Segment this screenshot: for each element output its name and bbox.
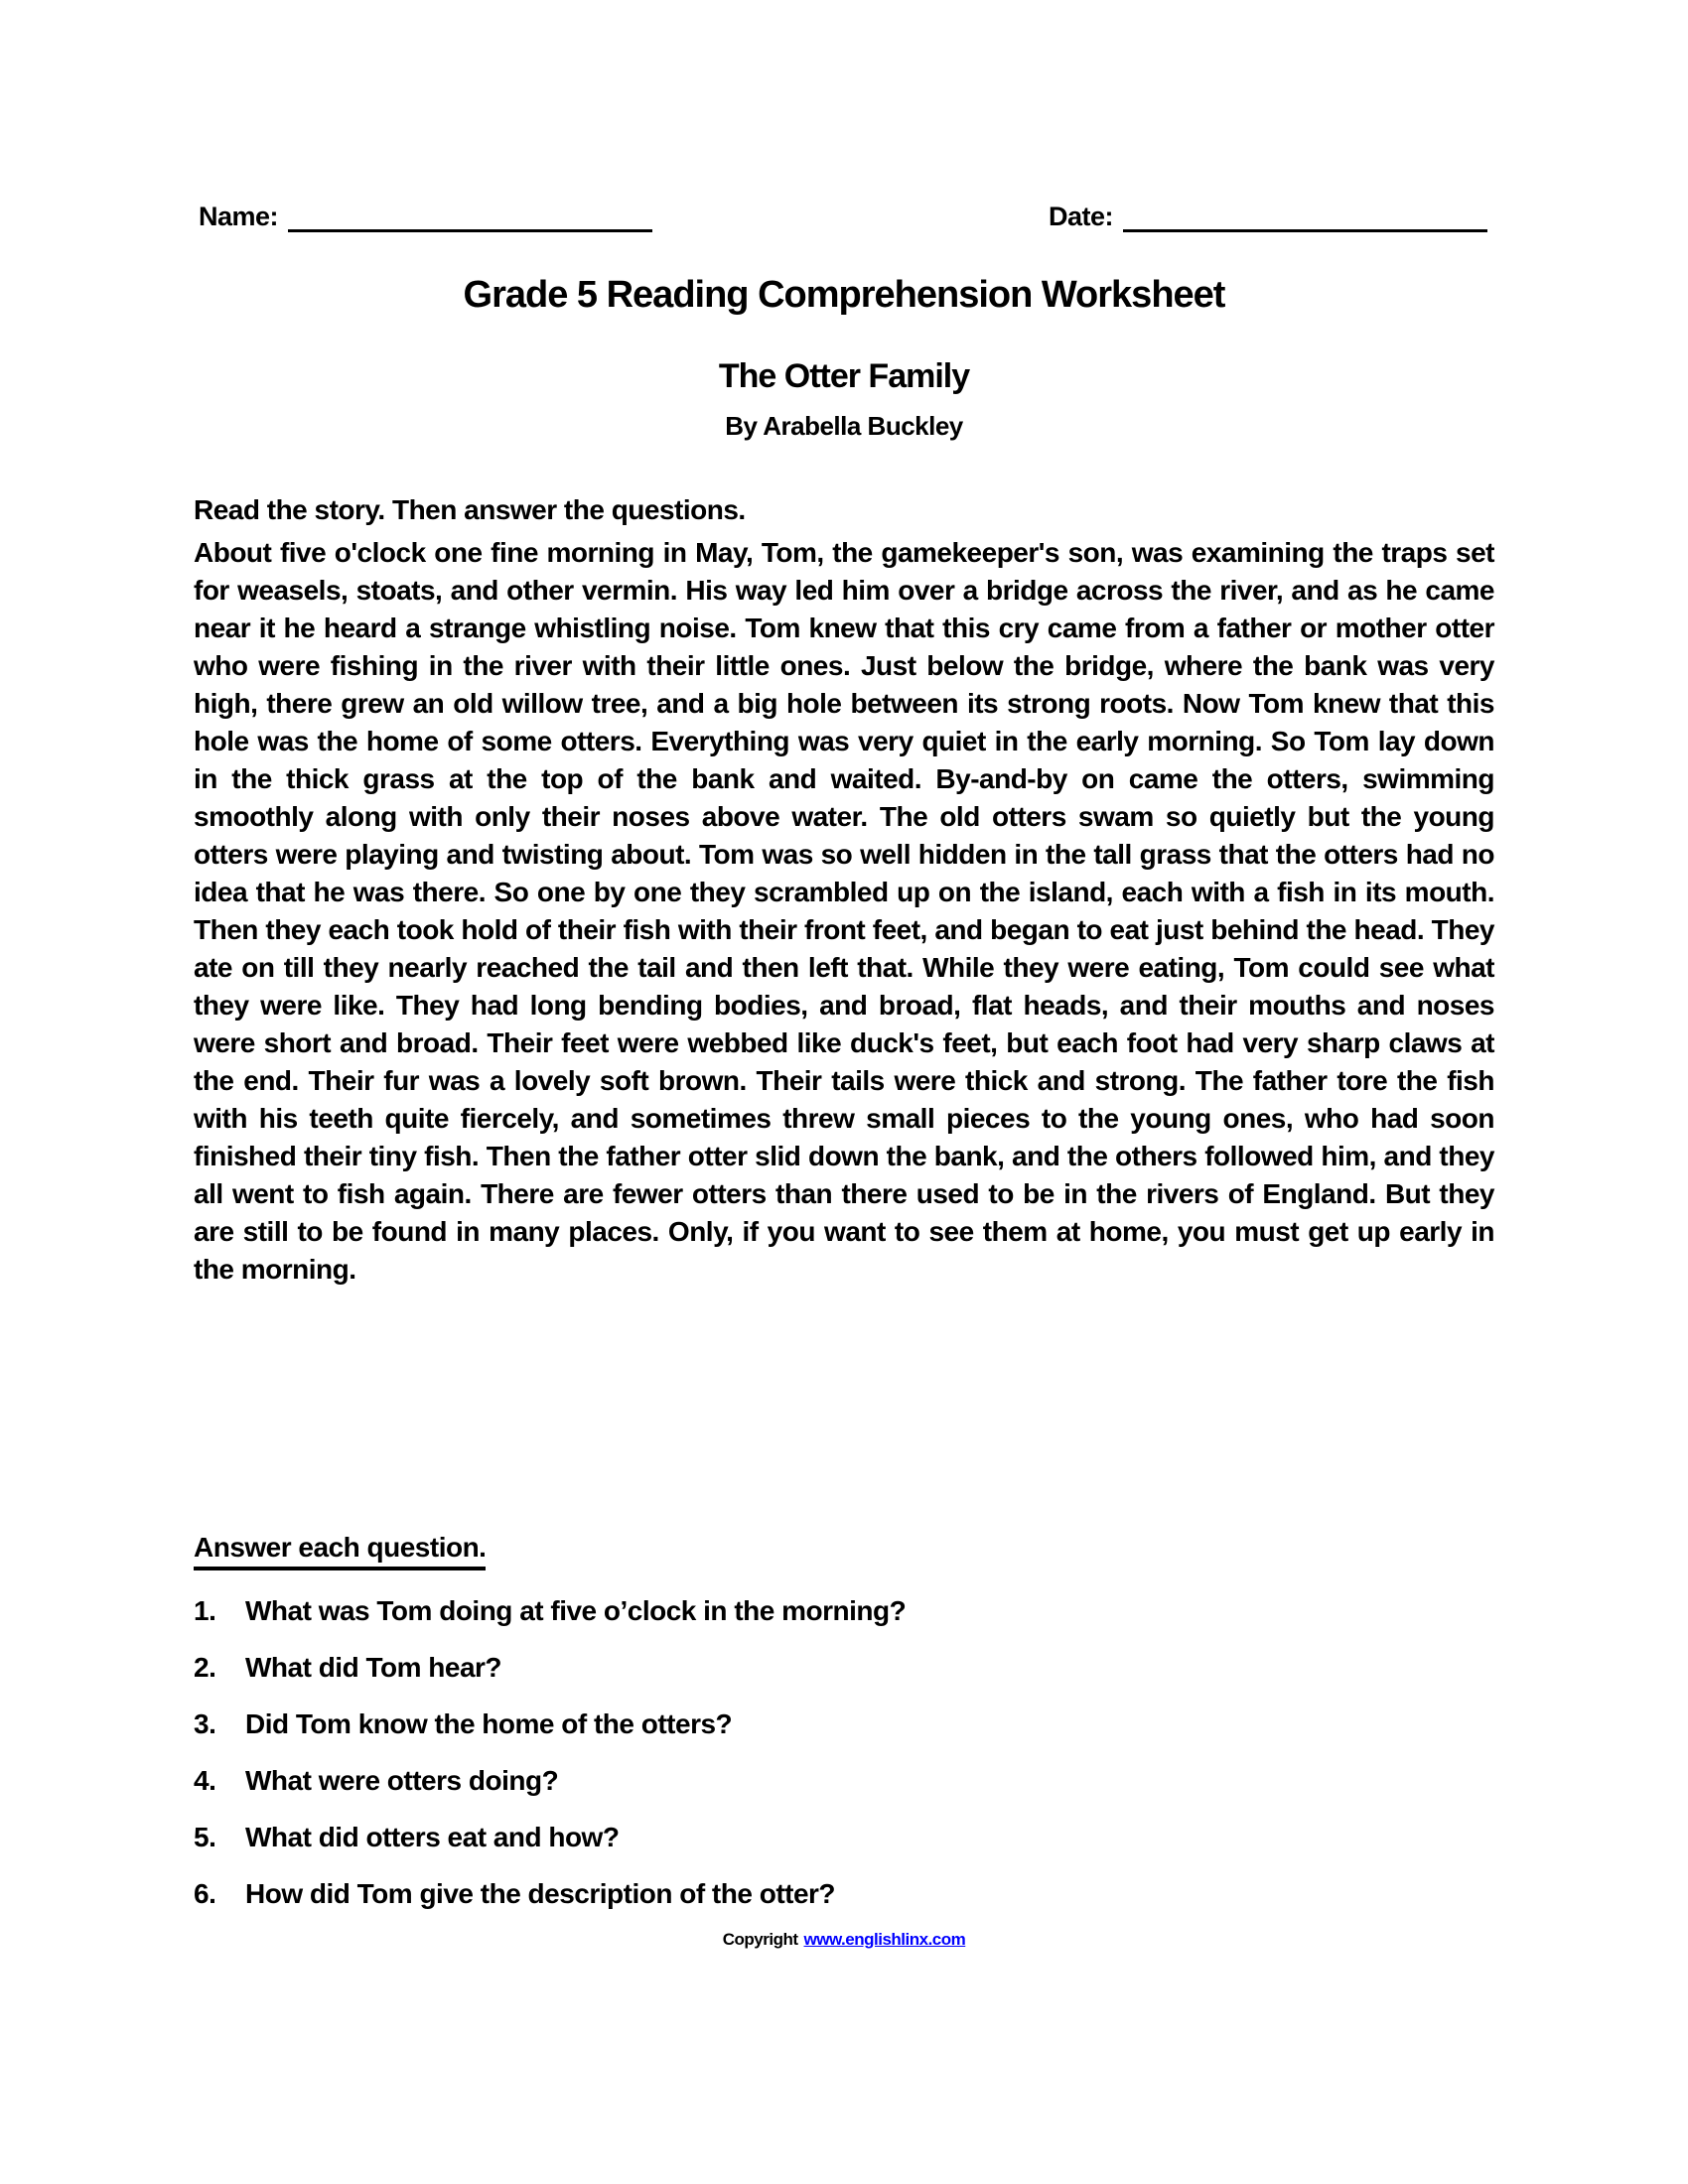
question-text: What was Tom doing at five o’clock in the morning? [245, 1595, 907, 1626]
question-text: Did Tom know the home of the otters? [245, 1708, 733, 1739]
question-number: 5. [194, 1822, 216, 1852]
date-blank-line [1123, 204, 1487, 232]
question-number: 1. [194, 1595, 216, 1626]
question-item [194, 1764, 1494, 1798]
page-title: Grade 5 Reading Comprehension Worksheet [463, 274, 1225, 316]
questions-list [194, 1594, 1494, 1934]
story-paragraph: About five o'clock one fine morning in May, Tom, the gamekeeper's son, was examining the traps set for weasels, stoats, and other vermin. His way led him over a bridge across the river, and as he came near it he heard a strange whistling noise. Tom knew that this cry came from a father or mother otter who were fishing in the river with their little ones. Just below the bridge, where the bank was very high, there grew an old willow tree, and a big hole between its strong roots. Now Tom knew that this hole was the home of some otters. Everything was very quiet in the early morning. So Tom lay down in the thick grass at the top of the bank and waited. By-and-by on came the otters, swimming smoothly along with only their noses above water. The old otters swam so quietly but the young otters were playing and twisting about. Tom was so well hidden in the tall grass that the otters had no idea that he was there. So one by one they scrambled up on the island, each with a fish in its mouth. Then they each took hold of their fish with their front feet, and began to eat just behind the head. They ate on till they nearly reached the tail and then left that. While they were eating, Tom could see what they were like. They had long bending bodies, and broad, flat heads, and their mouths and noses were short and broad. Their feet were webbed like duck's feet, but each foot had very sharp claws at the end. Their fur was a lovely soft brown. Their tails were thick and strong. The father tore the fish with his teeth quite fiercely, and sometimes threw small pieces to the young ones, who had soon finished their tiny fish. Then the father otter slid down the bank, and the others followed him, and they all went to fish again. There are fewer otters than there used to be in the rivers of England. But they are still to be found in many places. Only, if you want to see them at home, you must get up early in the morning. [194, 537, 1494, 1285]
date-label: Date: [1049, 202, 1114, 231]
story-byline: By Arabella Buckley [725, 411, 963, 441]
question-number: 3. [194, 1708, 216, 1739]
copyright-label: Copyright [722, 1930, 798, 1949]
question-item [194, 1594, 1494, 1628]
question-text: How did Tom give the description of the otter? [245, 1878, 836, 1909]
copyright-footer [194, 1930, 1494, 1950]
question-item [194, 1877, 1494, 1911]
name-field [199, 201, 652, 232]
question-text: What did Tom hear? [245, 1652, 502, 1683]
instructions-text: Read the story. Then answer the questions. [194, 494, 746, 525]
question-text: What were otters doing? [245, 1765, 559, 1796]
question-text: What did otters eat and how? [245, 1822, 620, 1852]
question-number: 4. [194, 1765, 216, 1796]
story-title: The Otter Family [718, 357, 970, 395]
question-number: 2. [194, 1652, 216, 1683]
date-field [1049, 201, 1487, 232]
name-blank-line [288, 204, 652, 232]
question-number: 6. [194, 1878, 216, 1909]
name-label: Name: [199, 202, 279, 231]
question-item [194, 1707, 1494, 1741]
question-item [194, 1651, 1494, 1685]
questions-heading-text: Answer each question. [194, 1532, 486, 1570]
question-item [194, 1821, 1494, 1854]
questions-heading [194, 1532, 486, 1570]
copyright-link[interactable]: www.englishlinx.com [803, 1930, 966, 1949]
